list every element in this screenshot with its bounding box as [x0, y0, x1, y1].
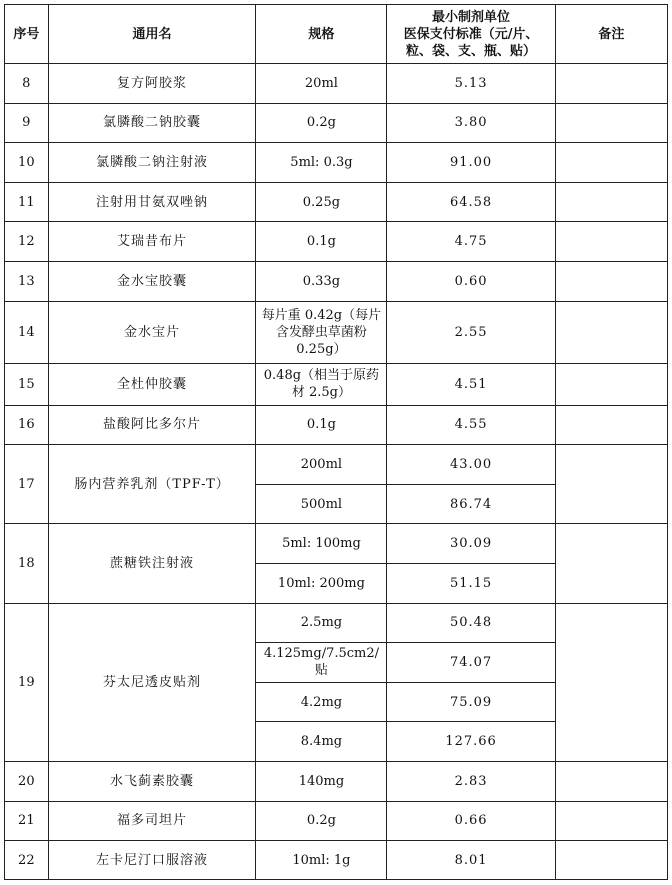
cell-note — [555, 103, 667, 143]
cell-no: 17 — [5, 445, 49, 524]
cell-spec: 0.2g — [256, 103, 387, 143]
cell-price: 50.48 — [387, 603, 555, 643]
cell-note — [555, 445, 667, 524]
cell-name: 盐酸阿比多尔片 — [48, 405, 256, 445]
cell-no: 12 — [5, 222, 49, 262]
cell-spec: 8.4mg — [256, 722, 387, 762]
table-row — [5, 301, 668, 363]
table-row — [5, 761, 668, 801]
cell-spec: 0.1g — [256, 405, 387, 445]
drug-payment-table — [4, 4, 668, 880]
cell-price: 0.60 — [387, 261, 555, 301]
cell-price: 4.51 — [387, 363, 555, 405]
cell-price: 51.15 — [387, 563, 555, 603]
cell-price: 30.09 — [387, 524, 555, 564]
cell-price: 5.13 — [387, 64, 555, 104]
cell-note — [555, 603, 667, 761]
cell-price: 127.66 — [387, 722, 555, 762]
table-row — [5, 841, 668, 880]
table-row — [5, 222, 668, 262]
cell-price: 0.66 — [387, 801, 555, 841]
cell-note — [555, 524, 667, 603]
cell-spec: 每片重 0.42g（每片含发酵虫草菌粉 0.25g） — [256, 301, 387, 363]
cell-no: 19 — [5, 603, 49, 761]
cell-no: 9 — [5, 103, 49, 143]
header-note: 备注 — [555, 5, 667, 64]
cell-spec: 0.25g — [256, 182, 387, 222]
cell-spec: 200ml — [256, 445, 387, 485]
cell-price: 75.09 — [387, 682, 555, 722]
cell-note — [555, 761, 667, 801]
cell-no: 13 — [5, 261, 49, 301]
cell-note — [555, 143, 667, 183]
cell-name: 氯膦酸二钠胶囊 — [48, 103, 256, 143]
cell-note — [555, 261, 667, 301]
cell-note — [555, 405, 667, 445]
cell-spec: 4.125mg/7.5cm2/贴 — [256, 643, 387, 683]
cell-spec: 0.48g（相当于原药材 2.5g） — [256, 363, 387, 405]
cell-no: 15 — [5, 363, 49, 405]
table-row — [5, 261, 668, 301]
cell-name: 复方阿胶浆 — [48, 64, 256, 104]
cell-no: 10 — [5, 143, 49, 183]
cell-note — [555, 841, 667, 880]
header-no: 序号 — [5, 5, 49, 64]
cell-no: 8 — [5, 64, 49, 104]
header-row — [5, 5, 668, 64]
cell-price: 86.74 — [387, 484, 555, 524]
table-row — [5, 603, 668, 643]
table-row — [5, 182, 668, 222]
cell-no: 21 — [5, 801, 49, 841]
cell-note — [555, 301, 667, 363]
cell-spec: 10ml: 200mg — [256, 563, 387, 603]
cell-name: 福多司坦片 — [48, 801, 256, 841]
table-row — [5, 801, 668, 841]
cell-price: 43.00 — [387, 445, 555, 485]
header-price — [387, 5, 555, 64]
cell-note — [555, 363, 667, 405]
cell-spec: 5ml: 0.3g — [256, 143, 387, 183]
cell-spec: 5ml: 100mg — [256, 524, 387, 564]
cell-no: 20 — [5, 761, 49, 801]
cell-note — [555, 64, 667, 104]
table-row — [5, 405, 668, 445]
cell-spec: 0.2g — [256, 801, 387, 841]
cell-price: 8.01 — [387, 841, 555, 880]
cell-name: 艾瑞昔布片 — [48, 222, 256, 262]
cell-spec: 4.2mg — [256, 682, 387, 722]
cell-price: 4.75 — [387, 222, 555, 262]
table-body — [5, 64, 668, 880]
header-spec: 规格 — [256, 5, 387, 64]
cell-price: 91.00 — [387, 143, 555, 183]
cell-name: 金水宝片 — [48, 301, 256, 363]
cell-no: 22 — [5, 841, 49, 880]
cell-price: 4.55 — [387, 405, 555, 445]
cell-price: 74.07 — [387, 643, 555, 683]
cell-no: 16 — [5, 405, 49, 445]
cell-name: 肠内营养乳剂（TPF-T） — [48, 445, 256, 524]
cell-note — [555, 222, 667, 262]
table-row — [5, 103, 668, 143]
cell-name: 蔗糖铁注射液 — [48, 524, 256, 603]
cell-name: 注射用甘氨双唑钠 — [48, 182, 256, 222]
cell-spec: 0.33g — [256, 261, 387, 301]
header-price-line3: 粒、袋、支、瓶、贴） — [406, 43, 537, 59]
table-row — [5, 143, 668, 183]
cell-name: 金水宝胶囊 — [48, 261, 256, 301]
cell-no: 14 — [5, 301, 49, 363]
header-price-line2: 医保支付标准（元/片、 — [403, 26, 539, 42]
header-price-line1: 最小制剂单位 — [432, 9, 511, 25]
cell-name: 氯膦酸二钠注射液 — [48, 143, 256, 183]
cell-note — [555, 801, 667, 841]
table-row — [5, 363, 668, 405]
cell-name: 芬太尼透皮贴剂 — [48, 603, 256, 761]
cell-note — [555, 182, 667, 222]
cell-spec: 140mg — [256, 761, 387, 801]
cell-no: 11 — [5, 182, 49, 222]
cell-price: 64.58 — [387, 182, 555, 222]
cell-name: 水飞蓟素胶囊 — [48, 761, 256, 801]
cell-spec: 10ml: 1g — [256, 841, 387, 880]
cell-spec: 2.5mg — [256, 603, 387, 643]
header-name: 通用名 — [48, 5, 256, 64]
cell-spec: 500ml — [256, 484, 387, 524]
cell-name: 左卡尼汀口服溶液 — [48, 841, 256, 880]
cell-spec: 20ml — [256, 64, 387, 104]
table-row — [5, 445, 668, 485]
cell-price: 2.83 — [387, 761, 555, 801]
cell-price: 2.55 — [387, 301, 555, 363]
table-row — [5, 64, 668, 104]
cell-no: 18 — [5, 524, 49, 603]
cell-spec: 0.1g — [256, 222, 387, 262]
cell-price: 3.80 — [387, 103, 555, 143]
cell-name: 全杜仲胶囊 — [48, 363, 256, 405]
table-row — [5, 524, 668, 564]
